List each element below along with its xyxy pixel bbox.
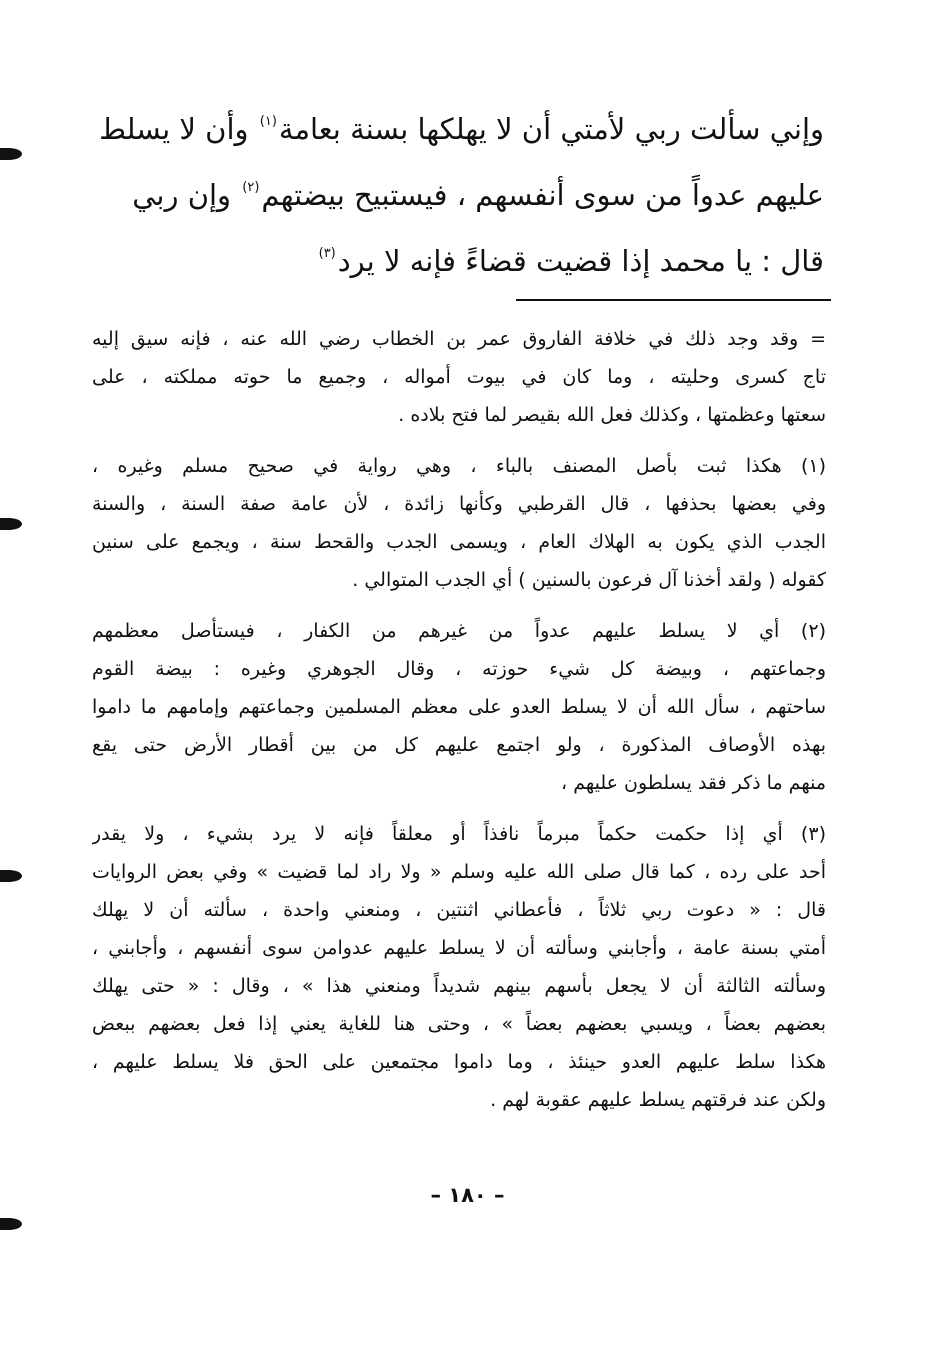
footnote-ref[interactable]: (١) <box>259 114 277 129</box>
footnote-line: بهذه الأوصاف المذكورة ، ولو اجتمع عليهم كل من بين أقطار الأرض حتى يقع <box>92 734 826 756</box>
binding-mark <box>0 518 22 530</box>
footnote-line: (١) هكذا ثبت بأصل المصنف بالباء ، وهي رواية في صحيح مسلم وغيره ، <box>92 455 826 477</box>
footnote-line: ساحتهم ، سأل الله أن لا يسلط العدو على معظم المسلمين وجماعتهم وإمامهم ما داموا <box>92 696 826 718</box>
footnote-line: تاج كسرى وحليته ، وما كان في بيوت أمواله ، وجميع ما حوته مملكته ، على <box>92 366 826 388</box>
footnote-line: وفي بعضها بحذفها ، قال القرطبي وكأنها زائدة ، لأن عامة صفة السنة ، والسنة <box>92 493 826 515</box>
footnote-line: وسألته الثالثة أن لا يجعل بأسهم بينهم شديداً ومنعني هذا » ، وقال : « حتى يهلك <box>92 975 826 997</box>
footnote-line: هكذا سلط عليهم العدو حينئذ ، وما داموا مجتمعين على الحق فلا يسلط عليهم ، <box>92 1051 826 1073</box>
footnote-line: منهم ما ذكر فقد يسلطون عليهم ، <box>561 772 826 794</box>
footnote-line: قال : « دعوت ربي ثلاثاً ، فأعطاني اثنتين ، ومنعني واحدة ، سألته أن لا يهلك <box>92 899 826 921</box>
main-text-line: عليهم عدواً من سوى أنفسهم ، فيستبيح بيضتهم$^{(٢)}$ وإن ربي <box>132 178 824 212</box>
footnote-continuation <box>92 320 826 434</box>
footnote-1 <box>92 447 826 599</box>
footnote-line: بعضهم بعضاً ، ويسبي بعضهم بعضاً » ، وحتى هنا للغاية يعني إذا فعل بعضهم ببعض <box>92 1013 826 1035</box>
footnote-2 <box>92 612 826 802</box>
footnote-line: = وقد وجد ذلك في خلافة الفاروق عمر بن الخطاب رضي الله عنه ، فإنه سيق إليه <box>92 328 826 350</box>
footnote-line: ولكن عند فرقتهم يسلط عليهم عقوبة لهم . <box>490 1089 826 1111</box>
footnote-line: أحد على رده ، كما قال صلى الله عليه وسلم « ولا راد لما قضيت » وفي بعض الروايات <box>92 861 826 883</box>
footnote-line: سعتها وعظمتها ، وكذلك فعل الله بقيصر لما فتح بلاده . <box>398 404 826 426</box>
footnote-line: وجماعتهم ، وبيضة كل شيء حوزته ، وقال الجوهري وغيره : بيضة القوم <box>92 658 826 680</box>
main-text-line: قال : يا محمد إذا قضيت قضاءً فإنه لا يرد$^{(٣)}$ <box>318 244 824 278</box>
footnote-line: كقوله ( ولقد أخذنا آل فرعون بالسنين ) أي الجدب المتوالي . <box>352 569 826 591</box>
footnote-ref[interactable]: (٣) <box>318 246 336 261</box>
footnotes <box>92 320 826 1132</box>
binding-mark <box>0 148 22 160</box>
footnote-ref[interactable]: (٢) <box>242 180 260 195</box>
footnote-line: (٣) أي إذا حكمت حكماً مبرماً نافذاً أو معلقاً فإنه لا يرد بشيء ، ولا يقدر <box>92 823 826 845</box>
page-number: – ١٨٠ – <box>430 1183 505 1207</box>
main-text-line: وإني سألت ربي لأمتي أن لا يهلكها بسنة بعامة$^{(١)}$ وأن لا يسلط <box>99 112 824 146</box>
main-text <box>96 96 824 294</box>
footnote-line: (٢) أي لا يسلط عليهم عدواً من غيرهم من الكفار ، فيستأصل معظمهم <box>92 620 826 642</box>
footnote-line: الجدب الذي يكون به الهلاك العام ، ويسمى الجدب والقحط سنة ، ويجمع على سنين <box>92 531 826 553</box>
footnote-line: أمتي بسنة عامة ، وأجابني وسألته أن لا يسلط عليهم عدوامن سوى أنفسهم ، وأجابني ، <box>92 937 826 959</box>
binding-mark <box>0 870 22 882</box>
footnote-separator <box>516 299 831 301</box>
binding-mark <box>0 1218 22 1230</box>
footnote-3 <box>92 815 826 1119</box>
